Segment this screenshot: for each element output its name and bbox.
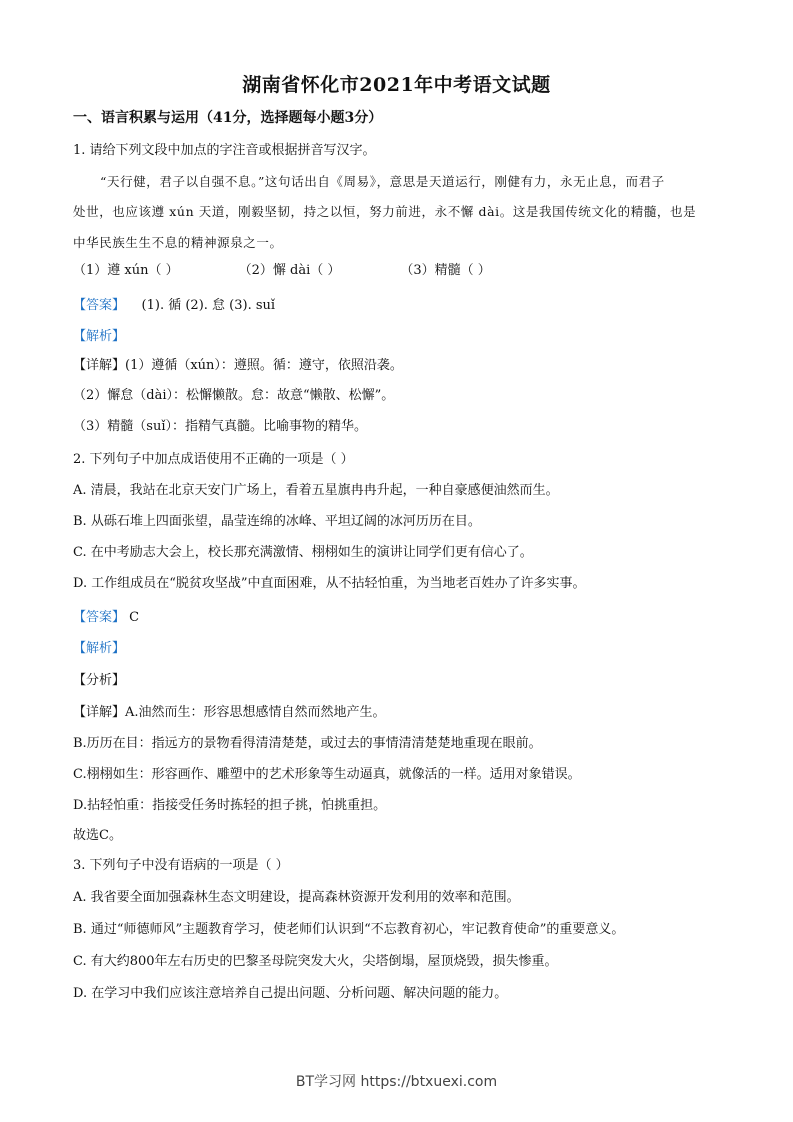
q3-option-c: C. 有大约800年左右历史的巴黎圣母院突发大火，尖塔倒塌，屋顶烧毁，损失惨重。	[73, 954, 558, 969]
q2-option-c: C. 在中考励志大会上，校长那充满激情、栩栩如生的演讲让同学们更有信心了。	[73, 545, 533, 560]
q1-detail-3: （3）精髓（suǐ）：指精气真髓。比喻事物的精华。	[73, 419, 367, 434]
q1-detail-1: 【详解】(1）遵循（xún）：遵照。循：遵守，依照沿袭。	[73, 358, 403, 373]
analysis-label: 【解析】	[73, 329, 126, 344]
q2-detail-4: D.拈轻怕重：指接受任务时拣轻的担子挑，怕挑重担。	[73, 798, 387, 813]
q2-detail-2: B.历历在目：指远方的景物看得清清楚楚，或过去的事情清清楚楚地重现在眼前。	[73, 736, 542, 751]
q1-stem: 1. 请给下列文段中加点的字注音或根据拼音写汉字。	[73, 143, 376, 158]
q2-option-b: B. 从砾石堆上四面张望，晶莹连绵的冰峰、平坦辽阔的冰河历历在目。	[73, 514, 481, 529]
analysis-label: 【解析】	[73, 641, 126, 656]
q2-stem: 2. 下列句子中加点成语使用不正确的一项是（ ）	[73, 452, 354, 467]
q3-option-b: B. 通过“师德师风”主题教育学习，使老师们认识到“不忘教育初心，牢记教育使命”的重要意义。	[73, 922, 625, 937]
q1-passage-line-3: 中华民族生生不息的精神源泉之一。	[73, 235, 283, 250]
answer-text: C	[129, 610, 140, 625]
q2-conclusion: 故选C。	[73, 828, 122, 843]
q2-answer	[73, 609, 139, 627]
q3-option-a: A. 我省要全面加强森林生态文明建设，提高森林资源开发利用的效率和范围。	[73, 890, 520, 905]
q1-detail-2: （2）懈怠（dài）：松懈懒散。怠：故意“懒散、松懈”。	[73, 388, 395, 403]
q1-item-2: （2）懈 dài（ ）	[238, 263, 341, 278]
q1-item-3: （3）精髓（ ）	[400, 263, 491, 278]
footer-watermark: BT学习网 https://btxuexi.com	[295, 1074, 498, 1090]
q1-item-1: （1）遵 xún（ ）	[73, 263, 179, 278]
q2-option-d: D. 工作组成员在“脱贫攻坚战”中直面困难，从不拈轻怕重，为当地老百姓办了许多实事。	[73, 576, 586, 591]
q3-stem: 3. 下列句子中没有语病的一项是（ ）	[73, 858, 289, 873]
answer-label: 【答案】	[73, 298, 126, 313]
q1-passage-line-1: “天行健，君子以自强不息。”这句话出自《周易》，意思是天道运行，刚健有力，永无止息，而君子	[100, 174, 665, 189]
answer-text: (1). 循 (2). 怠 (3). suǐ	[141, 298, 276, 313]
q1-answer	[73, 297, 275, 315]
q3-option-d: D. 在学习中我们应该注意培养自己提出问题、分析问题、解决问题的能力。	[73, 986, 508, 1001]
fenxi-label: 【分析】	[73, 673, 126, 688]
q1-items	[73, 262, 491, 280]
section-heading: 一、语言积累与运用（41分，选择题每小题3分）	[73, 110, 383, 126]
q2-detail-1: 【详解】A.油然而生：形容思想感情自然而然地产生。	[73, 705, 386, 720]
q2-option-a: A. 清晨，我站在北京天安门广场上，看着五星旗冉冉升起，一种自豪感便油然而生。	[73, 483, 559, 498]
q2-detail-3: C.栩栩如生：形容画作、雕塑中的艺术形象等生动逼真，就像活的一样。适用对象错误。	[73, 767, 581, 782]
page-title: 湖南省怀化市2021年中考语文试题	[242, 74, 551, 96]
q1-passage-line-2: 处世，也应该遵 xún 天道，刚毅坚韧，持之以恒，努力前进，永不懈 dài。这是我国传统文化的精髓，也是	[73, 204, 697, 219]
answer-label: 【答案】	[73, 610, 126, 625]
